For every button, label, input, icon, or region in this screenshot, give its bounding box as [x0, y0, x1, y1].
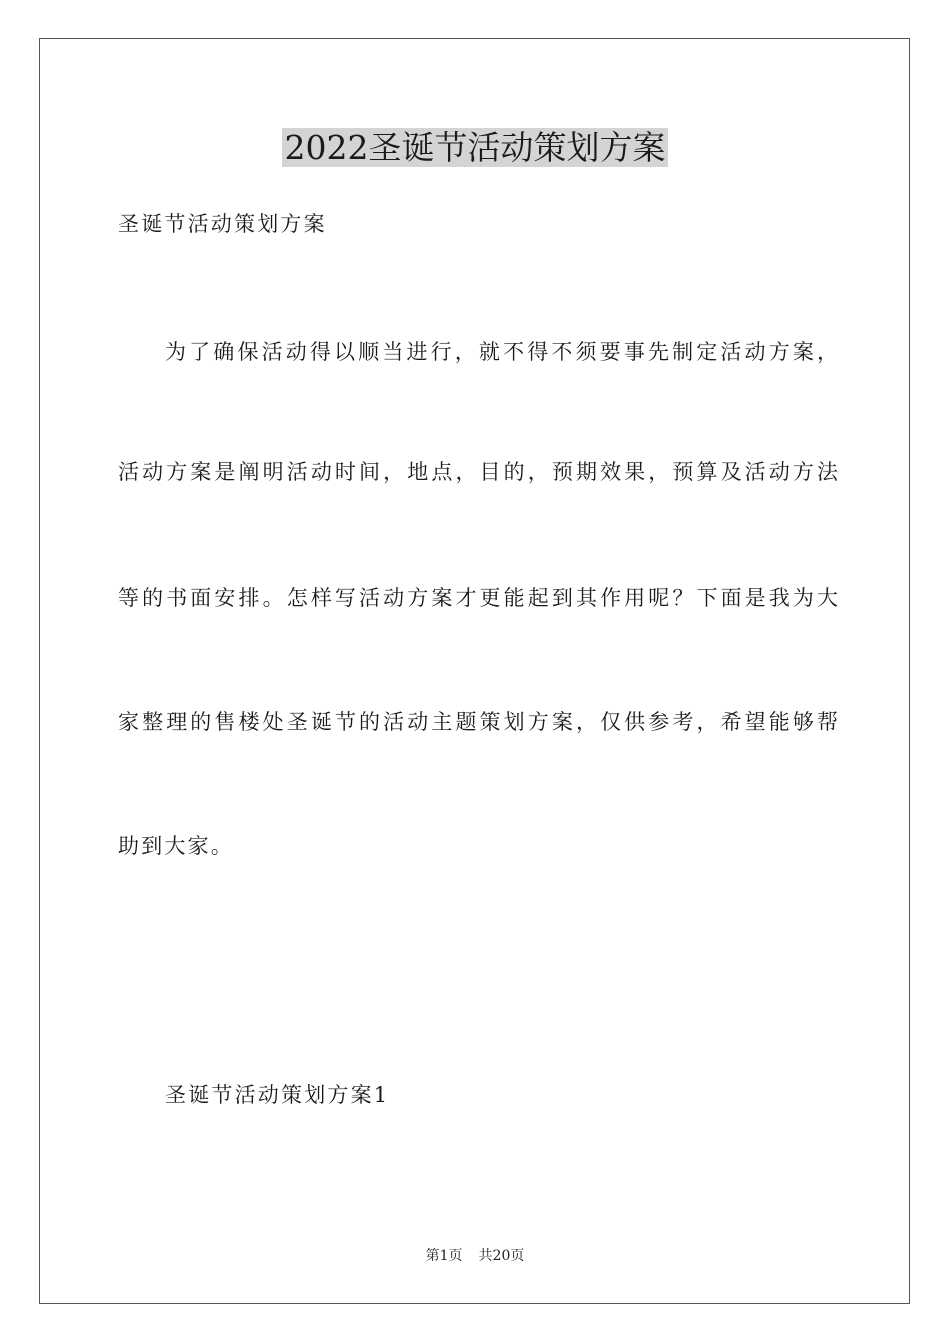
page-footer — [0, 1247, 950, 1265]
document-subtitle: 圣诞节活动策划方案 — [118, 212, 327, 236]
document-title-text: 2022圣诞节活动策划方案 — [282, 128, 669, 167]
paragraph-line-5: 助到大家。 — [118, 834, 234, 858]
paragraph-line-3: 等的书面安排。怎样写活动方案才更能起到其作用呢？下面是我为大 — [118, 586, 838, 610]
page-number: 第1页 — [425, 1248, 463, 1264]
document-title — [0, 126, 950, 170]
paragraph-line-1: 为了确保活动得以顺当进行，就不得不须要事先制定活动方案， — [165, 340, 838, 364]
section-heading: 圣诞节活动策划方案1 — [165, 1083, 390, 1107]
paragraph-line-2: 活动方案是阐明活动时间，地点，目的，预期效果，预算及活动方法 — [118, 460, 838, 484]
total-pages: 共20页 — [478, 1248, 525, 1264]
paragraph-line-4: 家整理的售楼处圣诞节的活动主题策划方案，仅供参考，希望能够帮 — [118, 710, 838, 734]
